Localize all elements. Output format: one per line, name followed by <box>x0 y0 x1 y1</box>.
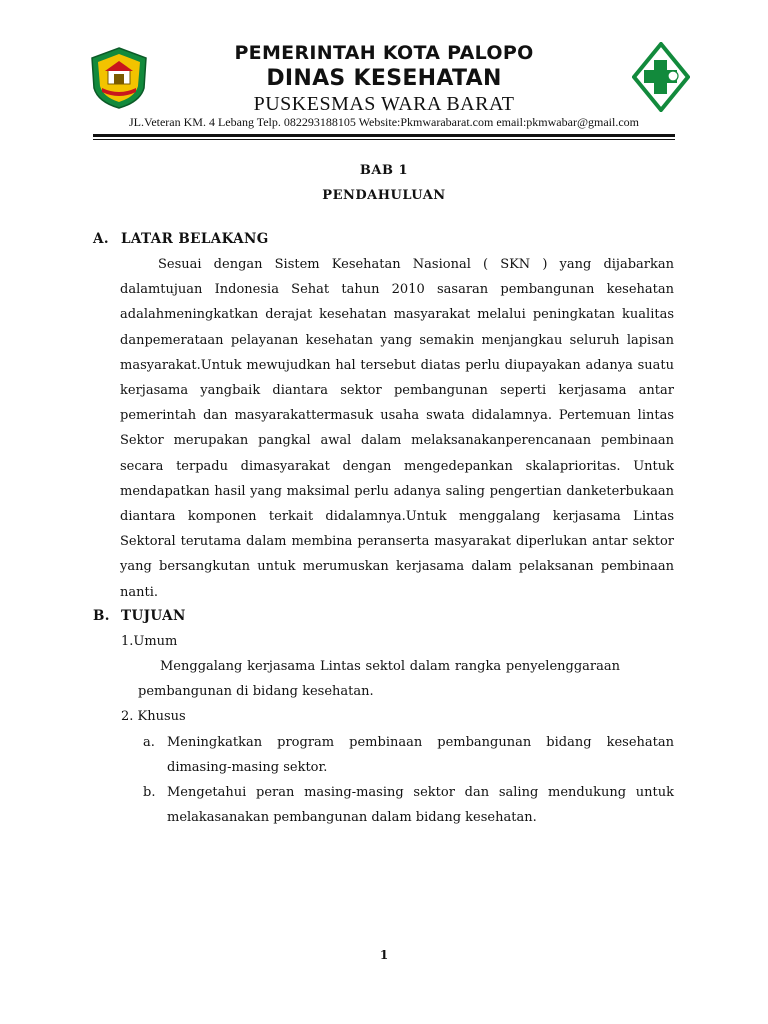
khusus-item-a-line-2: dimasing-masing sektor. <box>167 760 328 775</box>
khusus-item-a-marker: a. <box>143 735 155 750</box>
header-rule-thick <box>93 134 675 137</box>
section-b-label: B. <box>93 608 110 624</box>
page-number: 1 <box>379 948 389 962</box>
umum-text-line-1: Menggalang kerjasama Lintas sektol dalam rangka penyelenggaraan <box>160 659 620 674</box>
chapter-number: BAB 1 <box>359 163 409 178</box>
puskesmas-cross-logo <box>632 42 690 112</box>
section-b-title: TUJUAN <box>121 608 186 624</box>
khusus-item-a-line-1: Meningkatkan program pembinaan pembangunan bidang kesehatan <box>167 735 674 750</box>
header-address: JL.Veteran KM. 4 Lebang Telp. 082293188105 Website:Pkmwarabarat.com email:pkmwabar@gmail.com <box>128 115 639 129</box>
khusus-item-b-line-1: Mengetahui peran masing-masing sektor dan saling mendukung untuk <box>167 785 674 800</box>
header-agency: DINAS KESEHATAN <box>266 66 502 91</box>
header-puskesmas: PUSKESMAS WARA BARAT <box>253 93 515 115</box>
header-rule-thin <box>93 139 675 140</box>
section-a-title: LATAR BELAKANG <box>121 231 269 247</box>
chapter-title: PENDAHULUAN <box>322 188 446 203</box>
umum-text-line-2: pembangunan di bidang kesehatan. <box>138 684 374 699</box>
khusus-item-b-line-2: melakasanakan pembangunan dalam bidang kesehatan. <box>167 810 537 825</box>
khusus-item-b-marker: b. <box>143 785 156 800</box>
section-a-label: A. <box>93 231 109 247</box>
umum-label: 1.Umum <box>121 634 178 649</box>
header-government: PEMERINTAH KOTA PALOPO <box>234 42 534 64</box>
background-paragraph: Sesuai dengan Sistem Kesehatan Nasional ( SKN ) yang dijabarkan dalamtujuan Indonesia Sehat tahun 2010 sasaran pembangunan kesehatan adalahmeningkatkan derajat kesehatan masyarakat melalui peningkatan kualitas danpemerataan pelayanan kesehatan yang semakin menjangkau seluruh lapisan masyarakat.Untuk mewujudkan hal tersebut diatas perlu diupayakan adanya suatu kerjasama yangbaik diantara sektor pembangunan seperti kerjasama antar pemerintah dan masyarakattermasuk usaha swata didalamnya. Pertemuan lintas Sektor merupakan pangkal awal dalam melaksanakanperencanaan pembinaan secara terpadu dimasyarakat dengan mengedepankan skalaprioritas. Untuk mendapatkan hasil yang maksimal perlu adanya saling pengertian danketerbukaan diantara komponen terkait didalamnya.Untuk menggalang kerjasama Lintas Sektoral terutama dalam membina peranserta masyarakat diperlukan antar sektor yang bersangkutan untuk merumuskan kerjasama dalam pelaksanan pembinaan nanti. <box>120 257 674 600</box>
khusus-label: 2. Khusus <box>121 709 186 724</box>
